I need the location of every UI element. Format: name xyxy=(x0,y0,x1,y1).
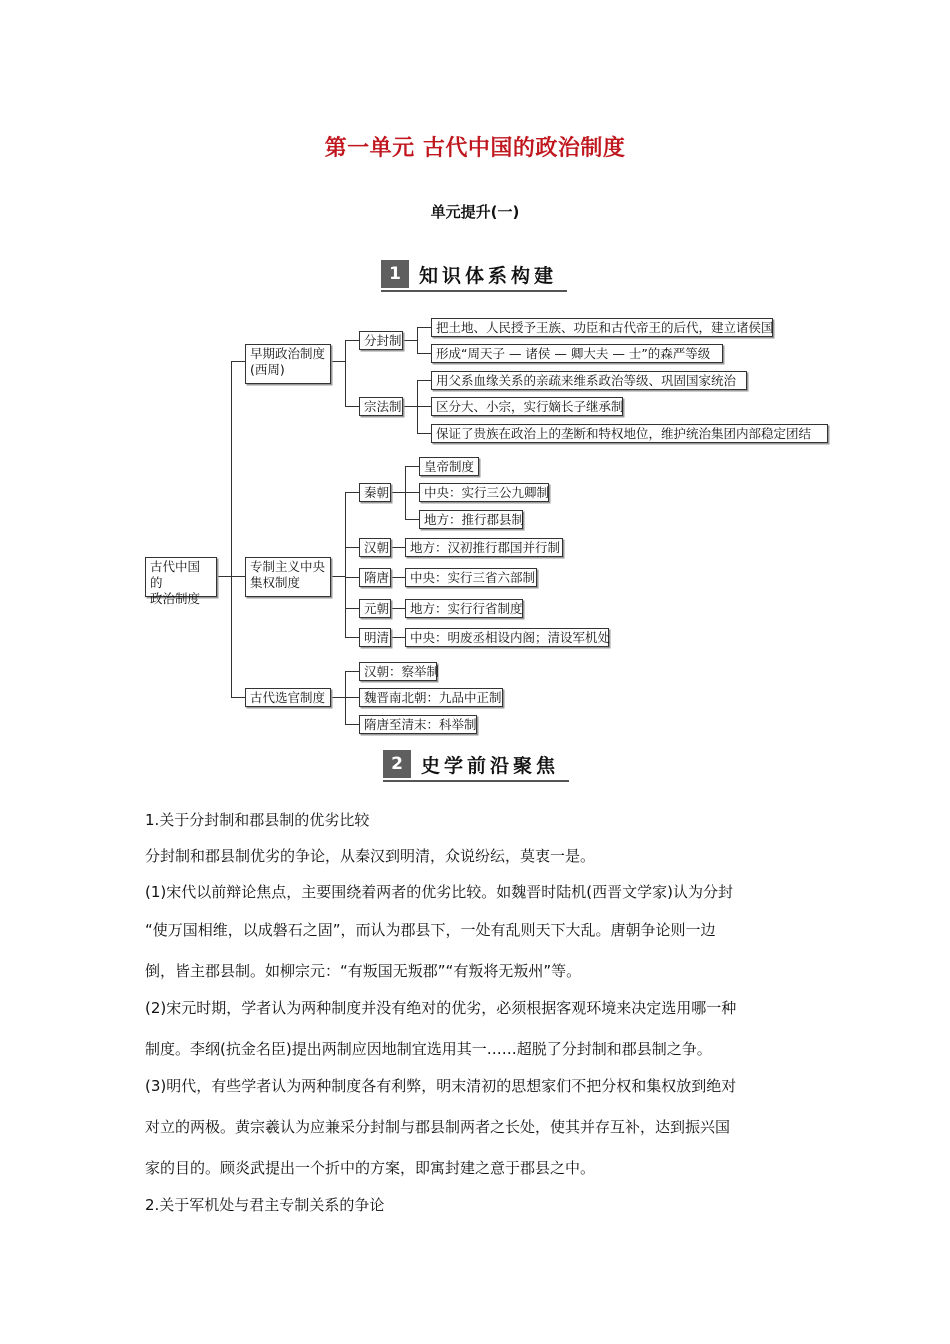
leaf-mingqing-1: 中央：明废丞相设内阁；清设军机处 xyxy=(405,628,609,647)
paragraph-line: 制度。李纲(抗金名臣)提出两制应因地制宜选用其一……超脱了分封制和郡县制之争。 xyxy=(145,1040,712,1058)
node-fengjian: 分封制 xyxy=(359,331,403,350)
leaf-han-1: 地方：汉初推行郡国并行制 xyxy=(405,538,563,557)
tree-root: 古代中国的 政治制度 xyxy=(145,557,217,597)
page-title: 第一单元 古代中国的政治制度 xyxy=(324,136,626,161)
section-2-underline xyxy=(383,780,569,782)
paragraph-line: (3)明代，有些学者认为两种制度各有利弊，明末清初的思想家们不把分权和集权放到绝对 xyxy=(145,1077,737,1095)
section-1-number: 1 xyxy=(381,260,409,288)
section-2-label: 史学前沿聚焦 xyxy=(421,755,560,777)
paragraph-line: (1)宋代以前辩论焦点，主要围绕着两者的优劣比较。如魏晋时陆机(西晋文学家)认为分封 xyxy=(145,883,733,901)
page-subtitle: 单元提升(一) xyxy=(430,203,520,221)
section-2-number: 2 xyxy=(383,750,411,778)
paragraph-line: “使万国相维，以成磐石之固”，而认为郡县下，一处有乱则天下大乱。唐朝争论则一边 xyxy=(145,921,716,939)
node-han: 汉朝 xyxy=(359,538,391,557)
node-qin: 秦朝 xyxy=(359,483,391,502)
section-1-banner xyxy=(381,260,571,288)
branch-central-system: 专制主义中央 集权制度 xyxy=(245,557,331,597)
leaf-fengjian-2: 形成“周天子 — 诸侯 — 卿大夫 — 士”的森严等级 xyxy=(431,344,723,363)
node-zongfa: 宗法制 xyxy=(359,397,403,416)
paragraph-line: 倒，皆主郡县制。如柳宗元：“有叛国无叛郡”“有叛将无叛州”等。 xyxy=(145,962,582,980)
leaf-qin-3: 地方：推行郡县制 xyxy=(419,510,523,529)
node-keju: 隋唐至清末：科举制 xyxy=(359,715,477,734)
branch-early-system: 早期政治制度 (西周) xyxy=(245,344,331,384)
leaf-fengjian-1: 把土地、人民授予王族、功臣和古代帝王的后代，建立诸侯国 xyxy=(431,318,773,337)
node-chaju: 汉朝：察举制 xyxy=(359,662,437,681)
paragraph-line: 2.关于军机处与君主专制关系的争论 xyxy=(145,1196,385,1214)
branch-official-selection: 古代选官制度 xyxy=(245,688,331,707)
leaf-zongfa-3: 保证了贵族在政治上的垄断和特权地位，维护统治集团内部稳定团结 xyxy=(431,424,828,443)
node-mingqing: 明清 xyxy=(359,628,391,647)
paragraph-line: 1.关于分封制和郡县制的优劣比较 xyxy=(145,811,370,829)
leaf-zongfa-1: 用父系血缘关系的亲疏来维系政治等级、巩固国家统治 xyxy=(431,371,747,390)
section-2-banner xyxy=(383,750,573,778)
leaf-yuan-1: 地方：实行行省制度 xyxy=(405,599,523,618)
section-1-label: 知识体系构建 xyxy=(419,265,558,287)
leaf-qin-1: 皇帝制度 xyxy=(419,457,479,476)
node-suitang: 隋唐 xyxy=(359,568,391,587)
paragraph-line: (2)宋元时期，学者认为两种制度并没有绝对的优劣，必须根据客观环境来决定选用哪一种 xyxy=(145,999,737,1017)
paragraph-line: 对立的两极。黄宗羲认为应兼采分封制与郡县制两者之长处，使其并存互补，达到振兴国 xyxy=(145,1118,731,1136)
leaf-suitang-1: 中央：实行三省六部制 xyxy=(405,568,537,587)
paragraph-line: 分封制和郡县制优劣的争论，从秦汉到明清，众说纷纭，莫衷一是。 xyxy=(145,847,596,865)
node-yuan: 元朝 xyxy=(359,599,391,618)
leaf-qin-2: 中央：实行三公九卿制 xyxy=(419,483,549,502)
node-jiupin: 魏晋南北朝：九品中正制 xyxy=(359,688,503,707)
leaf-zongfa-2: 区分大、小宗，实行嫡长子继承制 xyxy=(431,397,623,416)
paragraph-line: 家的目的。顾炎武提出一个折中的方案，即寓封建之意于郡县之中。 xyxy=(145,1159,596,1177)
section-1-underline xyxy=(381,290,567,292)
